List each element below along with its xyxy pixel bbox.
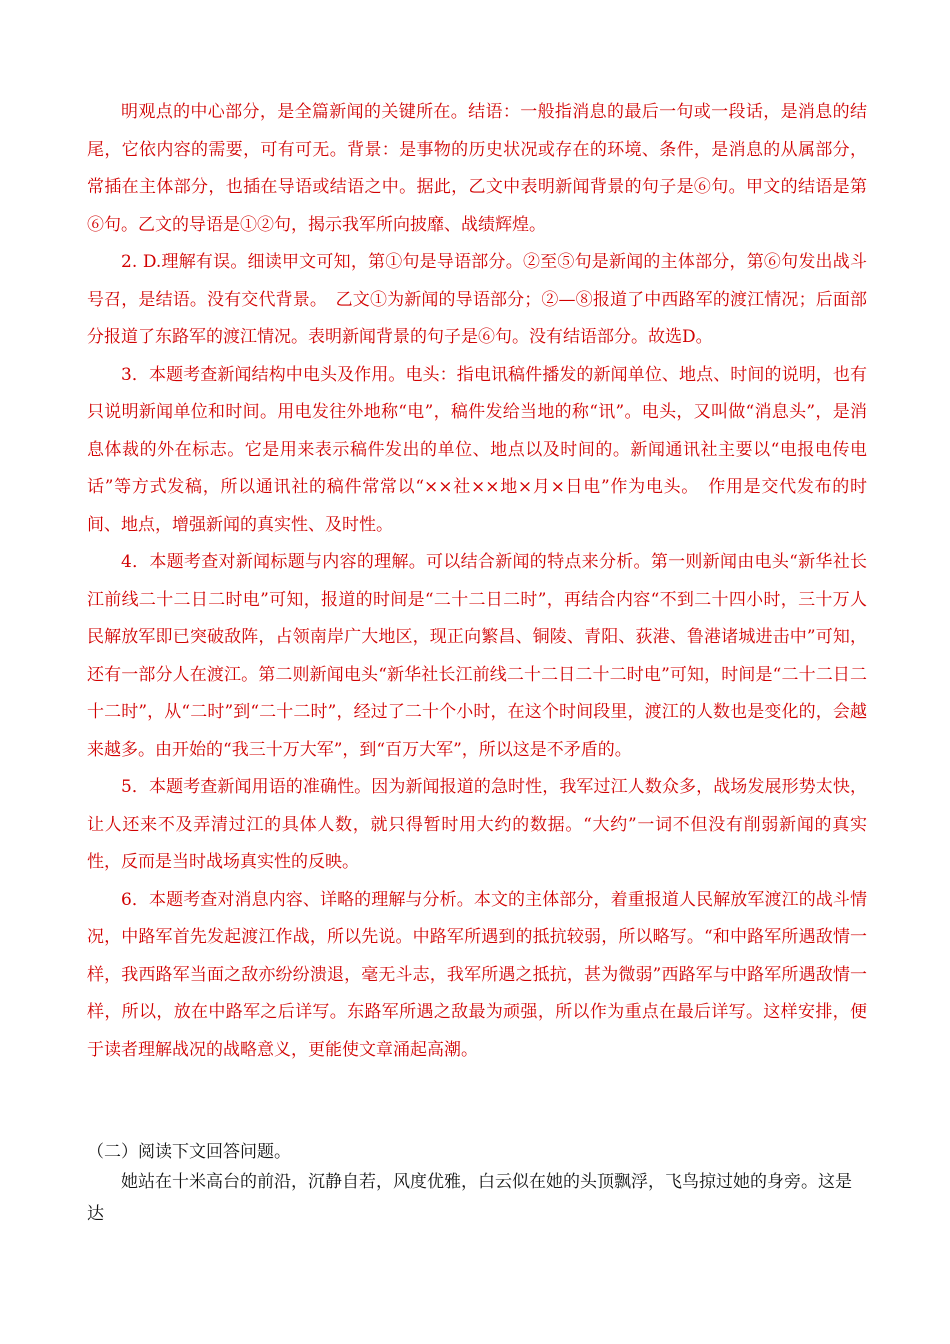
- section-title: （二）阅读下文回答问题。: [87, 1142, 291, 1162]
- answer-paragraph-continued: 明观点的中心部分，是全篇新闻的关键所在。结语：一般指消息的最后一句或一段话，是消息的结尾，它依内容的需要，可有可无。背景：是事物的历史状况或存在的环境、条件，是消息的从属部分，常插在主体部分，也插在导语或结语之中。据此，乙文中表明新闻背景的句子是⑥句。甲文的结语是第⑥句。乙文的导语是①②句，揭示我军所向披靡、战绩辉煌。: [87, 102, 867, 235]
- answer-paragraph-5: 5．本题考查新闻用语的准确性。因为新闻报道的急时性，我军过江人数众多，战场发展形势太快，让人还来不及弄清过江的具体人数，就只得暂时用大约的数据。“大约”一词不但没有削弱新闻的真实性，反而是当时战场真实性的反映。: [87, 777, 867, 872]
- answer-explanations: [87, 94, 867, 1069]
- answer-paragraph-6: 6．本题考查对消息内容、详略的理解与分析。本文的主体部分，着重报道人民解放军渡江的战斗情况，中路军首先发起渡江作战，所以先说。中路军所遇到的抵抗较弱，所以略写。“和中路军所遇敌情一样，我西路军当面之敌亦纷纷溃退，毫无斗志，我军所遇之抵抗，甚为微弱”西路军与中路军所遇敌情一样，所以，放在中路军之后详写。东路军所遇之敌最为顽强，所以作为重点在最后详写。这样安排，便于读者理解战况的战略意义，更能使文章涌起高潮。: [87, 889, 867, 1060]
- answer-paragraph-4: 4．本题考查对新闻标题与内容的理解。可以结合新闻的特点来分析。第一则新闻由电头“新华社长江前线二十二日二时电”可知，报道的时间是“二十二日二时”，再结合内容“不到二十四小时，三十万人民解放军即已突破敌阵，占领南岸广大地区，现正向繁昌、铜陵、青阳、荻港、鲁港诸城进击中”可知，还有一部分人在渡江。第二则新闻电头“新华社长江前线二十二日二十二时电”可知，时间是“二十二日二十二时”，从“二时”到“二十二时”，经过了二十个小时，在这个时间段里，渡江的人数也是变化的，会越来越多。由开始的“我三十万大军”，到“百万大军”，所以这是不矛盾的。: [87, 552, 867, 760]
- answer-paragraph-2: 2. D.理解有误。细读甲文可知，第①句是导语部分。②至⑤句是新闻的主体部分，第⑥句发出战斗号召，是结语。没有交代背景。 乙文①为新闻的导语部分；②—⑧报道了中西路军的渡江情况；后面部分报道了东路军的渡江情况。表明新闻背景的句子是⑥句。没有结语部分。故选D。: [87, 252, 867, 347]
- reading-section-two: [87, 1138, 867, 1230]
- answer-paragraph-3: 3．本题考查新闻结构中电头及作用。电头：指电讯稿件播发的新闻单位、地点、时间的说明，也有只说明新闻单位和时间。用电发往外地称“电”，稿件发给当地的称“讯”。电头，又叫做“消息头”，是消息体裁的外在标志。它是用来表示稿件发出的单位、地点以及时间的。新闻通讯社主要以“电报电传电话”等方式发稿，所以通讯社的稿件常常以“××社××地×月×日电”作为电头。 作用是交代发布的时间、地点，增强新闻的真实性、及时性。: [87, 364, 867, 535]
- section-body-text: 她站在十米高台的前沿，沉静自若，风度优雅，白云似在她的头顶飘浮，飞鸟掠过她的身旁。这是达: [87, 1172, 852, 1224]
